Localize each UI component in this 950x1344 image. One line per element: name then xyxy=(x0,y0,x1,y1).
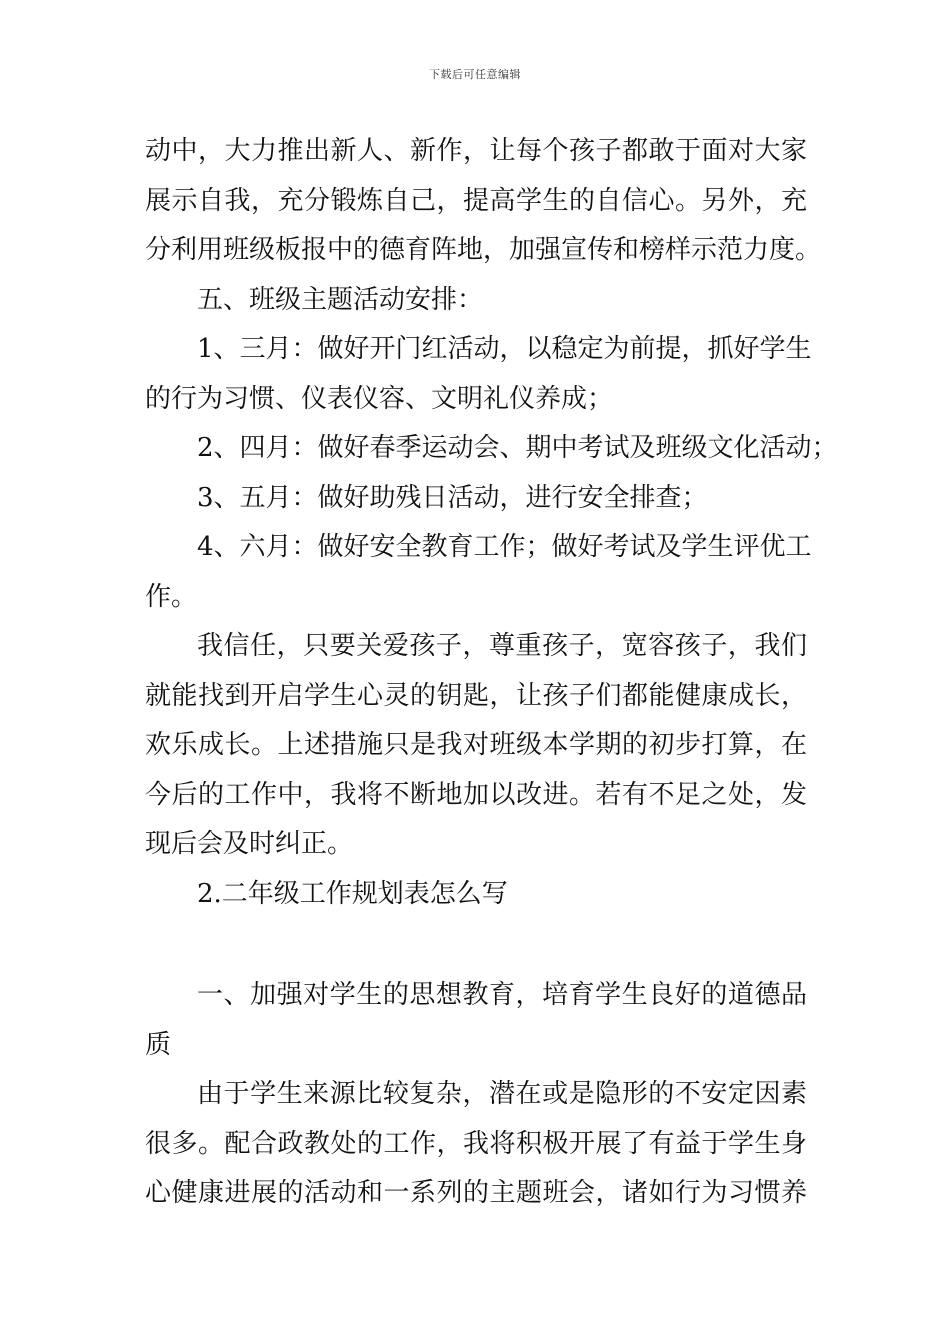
text-line: 由于学生来源比较复杂，潜在或是隐形的不安定因素 xyxy=(197,1079,807,1109)
page-header: 下载后可任意编辑 xyxy=(429,68,521,81)
paragraph-gap xyxy=(145,919,807,971)
text-line: 2.二年级工作规划表怎么写 xyxy=(197,878,508,909)
text-line: 4、六月：做好安全教育工作；做好考试及学生评优工 xyxy=(197,532,812,562)
text-line: 1、三月：做好开门红活动，以稳定为前提，抓好学生 xyxy=(197,334,812,364)
text-line: 很多。配合政教处的工作，我将积极开展了有益于学生身 xyxy=(145,1128,807,1159)
text-line: 质 xyxy=(145,1029,172,1060)
text-line: 3、五月：做好助残日活动，进行安全排查； xyxy=(197,482,708,513)
text-line: 动中，大力推出新人、新作，让每个孩子都敢于面对大家 xyxy=(145,136,807,166)
document-body xyxy=(145,127,838,1219)
text-line: 心健康进展的活动和一系列的主题班会，诸如行为习惯养 xyxy=(145,1178,807,1208)
text-line: 今后的工作中，我将不断地加以改进。若有不足之处，发 xyxy=(145,779,807,810)
text-line: 欢乐成长。上述措施只是我对班级本学期的初步打算，在 xyxy=(145,730,807,760)
text-line: 展示自我，充分锻炼自己，提高学生的自信心。另外，充 xyxy=(145,185,807,216)
text-line: 我信任，只要关爱孩子，尊重孩子，宽容孩子，我们 xyxy=(197,631,807,661)
text-line: 2、四月：做好春季运动会、期中考试及班级文化活动； xyxy=(197,433,838,463)
text-line: 分利用班级板报中的德育阵地，加强宣传和榜样示范力度。 xyxy=(145,235,822,265)
text-line: 五、班级主题活动安排： xyxy=(197,284,484,315)
text-line: 就能找到开启学生心灵的钥匙，让孩子们都能健康成长， xyxy=(145,680,807,711)
text-line: 现后会及时纠正。 xyxy=(145,829,354,859)
text-line: 作。 xyxy=(145,581,198,612)
text-line: 的行为习惯、仪表仪容、文明礼仪养成； xyxy=(145,383,614,414)
text-line: 一、加强对学生的思想教育，培育学生良好的道德品 xyxy=(197,980,807,1010)
